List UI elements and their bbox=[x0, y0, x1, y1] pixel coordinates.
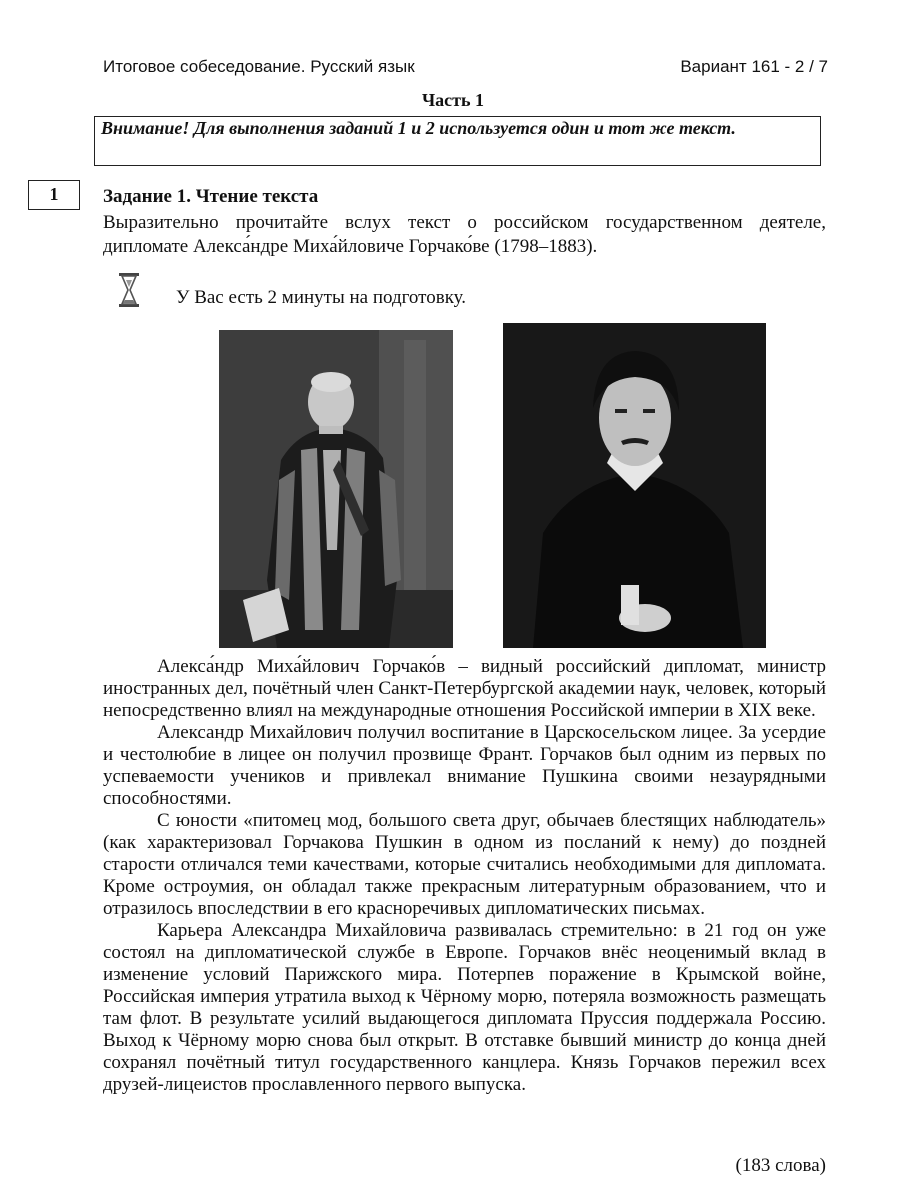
task-number-box: 1 bbox=[28, 180, 80, 210]
preparation-time-text: У Вас есть 2 минуты на подготовку. bbox=[176, 287, 467, 308]
portrait-gorchakov-young bbox=[503, 323, 766, 648]
word-count: (183 слова) bbox=[735, 1155, 826, 1176]
article-text bbox=[103, 656, 826, 1096]
page-header bbox=[103, 57, 828, 81]
variant-page-number: Вариант 161 - 2 / 7 bbox=[680, 57, 828, 76]
article-paragraph: С юности «питомец мод, большого света друг, обычаев блестящих наблюдатель» (как характеризовал Горчакова Пушкин в одном из посланий к нему) до поздней старости отличался теми качествами, которые считались необходимыми для дипломата. Кроме остроумия, он обладал также прекрасным литературным образованием, что и отразилось впоследствии в его красноречивых дипломатических письмах. bbox=[103, 810, 826, 919]
article-paragraph: Алекса́ндр Миха́йлович Горчако́в – видный российский дипломат, министр иностранных дел, почётный член Санкт-Петербургской академии наук, человек, который непосредственно влиял на международные отношения Российской империи в XIX веке. bbox=[103, 656, 826, 721]
task-title: Задание 1. Чтение текста bbox=[103, 186, 319, 207]
task-description: Выразительно прочитайте вслух текст о российском государственном деятеле, дипломате Алекса́ндре Миха́йловиче Горчако́ве (1798–1883). bbox=[103, 212, 826, 257]
exam-title: Итоговое собеседование. Русский язык bbox=[103, 57, 415, 76]
portrait-gorchakov-elderly bbox=[219, 330, 453, 648]
attention-notice-box: Внимание! Для выполнения заданий 1 и 2 используется один и тот же текст. bbox=[94, 116, 821, 166]
hourglass-icon bbox=[117, 272, 141, 308]
article-paragraph: Александр Михайлович получил воспитание в Царскосельском лицее. За усердие и честолюбие в лицее он получил прозвище Франт. Горчаков был одним из первых по успеваемости учеников и привлекал внимание Пушкина своими незаурядными способностями. bbox=[103, 722, 826, 809]
article-paragraph: Карьера Александра Михайловича развивалась стремительно: в 21 год он уже состоял на дипломатической службе в Европе. Горчаков внёс неоценимый вклад в изменение условий Парижского мира. Потерпев поражение в Крымской войне, Российская империя утратила выход к Чёрному морю, потеряла возможность размещать там флот. В результате усилий выдающегося дипломата Пруссия поддержала Россию. Выход к Чёрному морю снова был открыт. В отставке бывший министр до конца дней сохранял почётный титул государственного канцлера. Князь Горчаков пережил всех друзей-лицеистов прославленного первого выпуска. bbox=[103, 920, 826, 1095]
part-title: Часть 1 bbox=[421, 90, 485, 110]
